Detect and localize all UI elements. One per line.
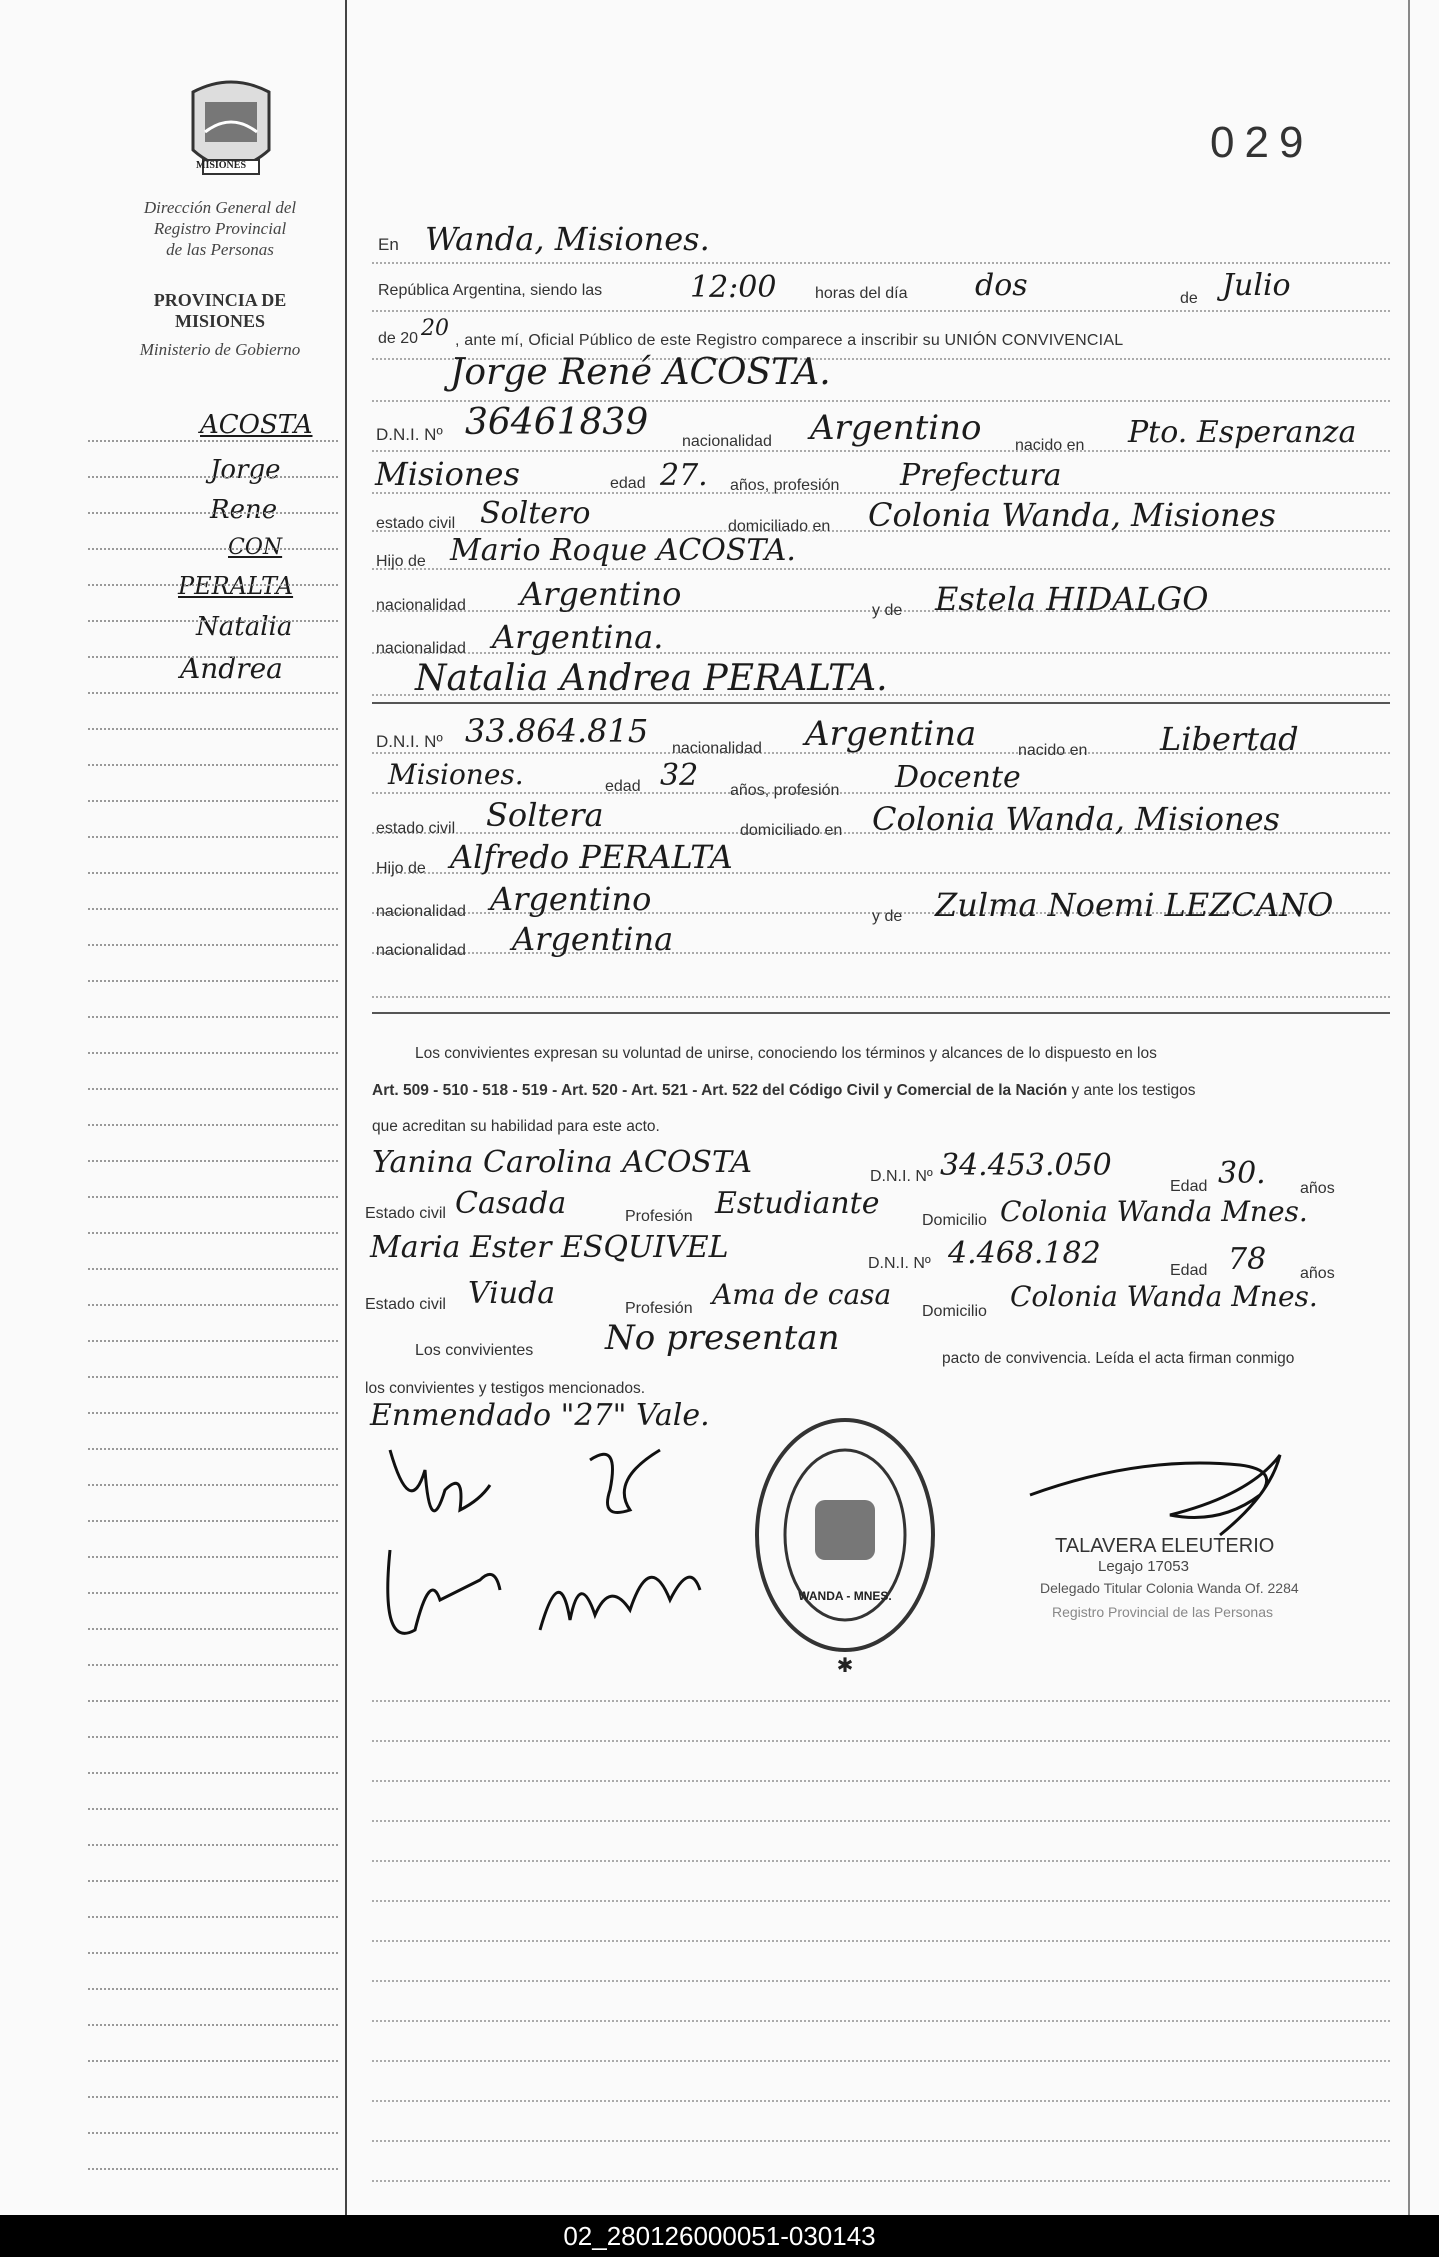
margin-dotted-line [88, 1880, 338, 1882]
margin-dotted-line [88, 1160, 338, 1162]
registry-department [100, 197, 340, 260]
page-number: 029 [1210, 118, 1314, 167]
section-divider-2 [372, 1012, 1390, 1014]
p1-nationality: Argentino [810, 408, 982, 448]
p2-and-label: y de [872, 908, 903, 925]
w2-domicile: Colonia Wanda Mnes. [1010, 1280, 1318, 1313]
margin-dotted-line [88, 1376, 338, 1378]
w1-years-label: años [1300, 1180, 1335, 1197]
p1-mother-nationality: Argentina. [492, 618, 664, 656]
p1-civil-label: estado civil [376, 515, 456, 532]
margin-dotted-line [88, 1232, 338, 1234]
p1-domicile: Colonia Wanda, Misiones [868, 496, 1276, 534]
p1-domicile-label: domiciliado en [728, 518, 831, 535]
w2-name: Maria Ester ESQUIVEL [370, 1230, 729, 1265]
margin-dotted-line [88, 1196, 338, 1198]
act-place: Wanda, Misiones. [425, 220, 710, 258]
officer-office: Registro Provincial de las Personas [1052, 1604, 1273, 1620]
p1-father-nat-label: nacionalidad [376, 597, 466, 614]
body-dotted-line [372, 1860, 1390, 1862]
margin-dotted-line [88, 512, 338, 514]
p1-dni-label: D.N.I. Nº [376, 425, 443, 444]
p1-age-label: edad [610, 475, 646, 492]
legal-line-2 [372, 1082, 1196, 1100]
p1-mother-nat-label: nacionalidad [376, 640, 466, 657]
margin-dotted-line [88, 872, 338, 874]
dept-line-3: de las Personas [166, 240, 274, 259]
signature-4 [540, 1577, 700, 1630]
w1-civil-label: Estado civil [365, 1205, 446, 1222]
margin-dotted-line [88, 1772, 338, 1774]
margin-dotted-line [88, 1520, 338, 1522]
margin-dotted-line [88, 692, 338, 694]
legal-articles: Art. 509 - 510 - 518 - 519 - Art. 520 - Art. 521 - Art. 522 del Código Civil y Comercial de la Nación [372, 1082, 1068, 1099]
margin-dotted-line [88, 1988, 338, 1990]
w2-dom-label: Domicilio [922, 1303, 987, 1320]
margin-dotted-line [88, 1124, 338, 1126]
legal-line-1: Los convivientes expresan su voluntad de unirse, conociendo los términos y alcances de lo dispuesto en los [415, 1045, 1157, 1062]
margin-dotted-line [88, 2060, 338, 2062]
w1-age: 30. [1218, 1156, 1266, 1191]
signature-3 [388, 1550, 500, 1633]
w1-prof-label: Profesión [625, 1208, 693, 1225]
signature-1 [390, 1450, 490, 1511]
body-dotted-line [372, 2180, 1390, 2182]
dept-line-2: Registro Provincial [153, 219, 287, 238]
margin-dotted-line [88, 1052, 338, 1054]
p2-profession: Docente [895, 760, 1021, 795]
body-dotted-line [372, 1820, 1390, 1822]
p1-civil: Soltero [480, 496, 591, 531]
margin-dotted-line [88, 1952, 338, 1954]
p2-father-nat-label: nacionalidad [376, 903, 466, 920]
body-dotted-line [372, 1980, 1390, 1982]
margin-dotted-line [88, 1412, 338, 1414]
amendment-note: Enmendado "27" Vale. [370, 1398, 710, 1433]
signature-2 [590, 1450, 660, 1513]
body-dotted-line [372, 492, 1390, 494]
body-dotted-line [372, 2100, 1390, 2102]
p1-nat-label: nacionalidad [682, 433, 772, 450]
body-dotted-line [372, 262, 1390, 264]
p1-years-prof-label: años, profesión [730, 477, 840, 494]
margin-dotted-line [88, 1268, 338, 1270]
p2-age: 32 [660, 758, 699, 793]
p1-child-label: Hijo de [376, 553, 426, 570]
w2-age-label: Edad [1170, 1262, 1208, 1279]
act-month: Julio [1222, 268, 1291, 303]
margin-dotted-line [88, 1556, 338, 1558]
legal-line-3: que acreditan su habilidad para este acto. [372, 1118, 660, 1135]
w1-name: Yanina Carolina ACOSTA [372, 1145, 752, 1180]
body-dotted-line [372, 792, 1390, 794]
p2-born-place: Libertad [1160, 720, 1299, 758]
w2-civil-label: Estado civil [365, 1296, 446, 1313]
body-dotted-line [372, 2060, 1390, 2062]
p1-mother: Estela HIDALGO [935, 580, 1209, 618]
ministry-name: Ministerio de Gobierno [139, 340, 301, 359]
w2-dni-label: D.N.I. Nº [868, 1255, 931, 1272]
w1-civil: Casada [455, 1186, 567, 1221]
act-year: 20 [421, 316, 449, 341]
p1-father: Mario Roque ACOSTA. [450, 533, 796, 568]
margin-dotted-line [88, 1664, 338, 1666]
margin-dotted-line [88, 1304, 338, 1306]
body-dotted-line [372, 996, 1390, 998]
p2-father: Alfredo PERALTA [450, 838, 733, 876]
closing-rest: pacto de convivencia. Leída el acta firman conmigo [942, 1350, 1295, 1367]
document-footer-code: 02_280126000051-030143 [0, 2215, 1439, 2257]
margin-dotted-line [88, 476, 338, 478]
margin-dotted-line [88, 1916, 338, 1918]
margin-dotted-line [88, 2096, 338, 2098]
officer-legajo: Legajo 17053 [1098, 1558, 1189, 1575]
republic-text: República Argentina, siendo las [378, 282, 603, 299]
dept-line-1: Dirección General del [143, 198, 297, 217]
p1-born-place: Pto. Esperanza [1128, 415, 1357, 450]
p2-born-province: Misiones. [388, 758, 524, 791]
margin-dotted-line [88, 1736, 338, 1738]
crest-label: MISIONES [196, 160, 247, 171]
en-label: En [378, 235, 399, 254]
margin-note-connector: CON [228, 535, 283, 560]
party-signatures [370, 1430, 770, 1690]
body-dotted-line [372, 1780, 1390, 1782]
p1-dni: 36461839 [465, 402, 649, 443]
margin-note-name1: Jorge [210, 455, 281, 485]
margin-dotted-line [88, 2024, 338, 2026]
province-name: PROVINCIA DE MISIONES [153, 290, 287, 331]
closing-label: Los convivientes [415, 1342, 534, 1359]
hours-label: horas del día [815, 285, 908, 302]
p2-born-label: nacido en [1018, 742, 1088, 759]
margin-dotted-line [88, 1088, 338, 1090]
margin-dotted-line [88, 440, 338, 442]
p1-and-label: y de [872, 602, 903, 619]
partner-full-name: Natalia Andrea PERALTA. [415, 658, 888, 699]
w1-dni-label: D.N.I. Nº [870, 1168, 933, 1185]
margin-dotted-line [88, 1700, 338, 1702]
p2-mother: Zulma Noemi LEZCANO [935, 886, 1334, 924]
p2-civil: Soltera [486, 796, 604, 834]
p2-civil-label: estado civil [376, 820, 456, 837]
p2-father-nationality: Argentino [490, 880, 652, 918]
body-dotted-line [372, 310, 1390, 312]
margin-dotted-line [88, 836, 338, 838]
act-time: 12:00 [690, 270, 777, 305]
p1-father-nationality: Argentino [520, 575, 682, 613]
p2-dni-label: D.N.I. Nº [376, 732, 443, 751]
margin-dotted-line [88, 620, 338, 622]
margin-dotted-line [88, 1592, 338, 1594]
margin-note-name3: Natalia [196, 612, 293, 642]
closing-value: No presentan [605, 1318, 840, 1358]
p2-nat-label: nacionalidad [672, 740, 762, 757]
w1-age-label: Edad [1170, 1178, 1208, 1195]
p2-years-prof-label: años, profesión [730, 782, 840, 799]
body-dotted-line [372, 1900, 1390, 1902]
act-day: dos [975, 268, 1028, 303]
registry-stamp [745, 1410, 945, 1680]
margin-note-name4: Andrea [180, 652, 283, 685]
margin-note-surname2: PERALTA [178, 572, 294, 600]
right-edge-line [1408, 0, 1410, 2215]
year-prefix: de 20 [378, 330, 419, 347]
margin-dotted-line [88, 584, 338, 586]
p2-nationality: Argentina [805, 714, 977, 754]
p2-domicile-label: domiciliado en [740, 822, 843, 839]
p1-born-label: nacido en [1015, 437, 1085, 454]
p2-mother-nationality: Argentina [512, 920, 674, 958]
margin-dotted-line [88, 764, 338, 766]
p2-child-label: Hijo de [376, 860, 426, 877]
margin-dotted-line [88, 1844, 338, 1846]
margin-dotted-line [88, 1340, 338, 1342]
margin-dotted-line [88, 548, 338, 550]
section-divider-1 [372, 702, 1390, 704]
margin-dotted-line [88, 1016, 338, 1018]
body-dotted-line [372, 2020, 1390, 2022]
margin-dotted-line [88, 908, 338, 910]
w1-domicile: Colonia Wanda Mnes. [1000, 1195, 1308, 1228]
officer-signature [1020, 1435, 1320, 1545]
p2-domicile: Colonia Wanda, Misiones [872, 800, 1280, 838]
margin-note-name2: Rene [210, 495, 278, 525]
w1-profession: Estudiante [715, 1186, 880, 1221]
p1-profession: Prefectura [900, 458, 1062, 493]
margin-dotted-line [88, 2132, 338, 2134]
de-label: de [1180, 290, 1198, 307]
margin-dotted-line [88, 728, 338, 730]
body-dotted-line [372, 1740, 1390, 1742]
p1-age: 27. [660, 458, 708, 493]
w2-age: 78 [1228, 1242, 1267, 1277]
p1-born-province: Misiones [375, 455, 520, 493]
person1-full-name: Jorge René ACOSTA. [450, 352, 831, 393]
margin-dotted-line [88, 1484, 338, 1486]
legal-line-2-rest: y ante los testigos [1071, 1082, 1196, 1099]
w2-prof-label: Profesión [625, 1300, 693, 1317]
body-dotted-line [372, 1940, 1390, 1942]
stamp-center-text: WANDA - MNES. [798, 1589, 892, 1603]
margin-note-surname1: ACOSTA [200, 410, 313, 440]
body-dotted-line [372, 568, 1390, 570]
margin-dotted-line [88, 1628, 338, 1630]
body-dotted-line [372, 1700, 1390, 1702]
margin-dotted-line [88, 2168, 338, 2170]
margin-dotted-line [88, 800, 338, 802]
p2-age-label: edad [605, 778, 641, 795]
body-dotted-line [372, 450, 1390, 452]
body-dotted-line [372, 2140, 1390, 2142]
w1-dom-label: Domicilio [922, 1212, 987, 1229]
appearance-text: , ante mí, Oficial Público de este Registro comparece a inscribir su UNIÓN CONVIVENCIAL [455, 332, 1124, 349]
margin-dotted-line [88, 1448, 338, 1450]
officer-name: TALAVERA ELEUTERIO [1055, 1535, 1275, 1557]
margin-dotted-line [88, 656, 338, 658]
margin-column-line [345, 0, 347, 2215]
w2-dni: 4.468.182 [948, 1236, 1101, 1271]
margin-dotted-line [88, 944, 338, 946]
margin-dotted-line [88, 1808, 338, 1810]
stamp-star-icon: ✱ [836, 1655, 854, 1677]
p2-mother-nat-label: nacionalidad [376, 942, 466, 959]
margin-dotted-line [88, 980, 338, 982]
w1-dni: 34.453.050 [940, 1148, 1112, 1183]
w2-years-label: años [1300, 1265, 1335, 1282]
w2-civil: Viuda [468, 1276, 556, 1311]
p2-dni: 33.864.815 [465, 712, 649, 750]
officer-title: Delegado Titular Colonia Wanda Of. 2284 [1040, 1580, 1299, 1596]
w2-profession: Ama de casa [712, 1278, 892, 1311]
closing-line-2: los convivientes y testigos mencionados. [365, 1380, 646, 1397]
